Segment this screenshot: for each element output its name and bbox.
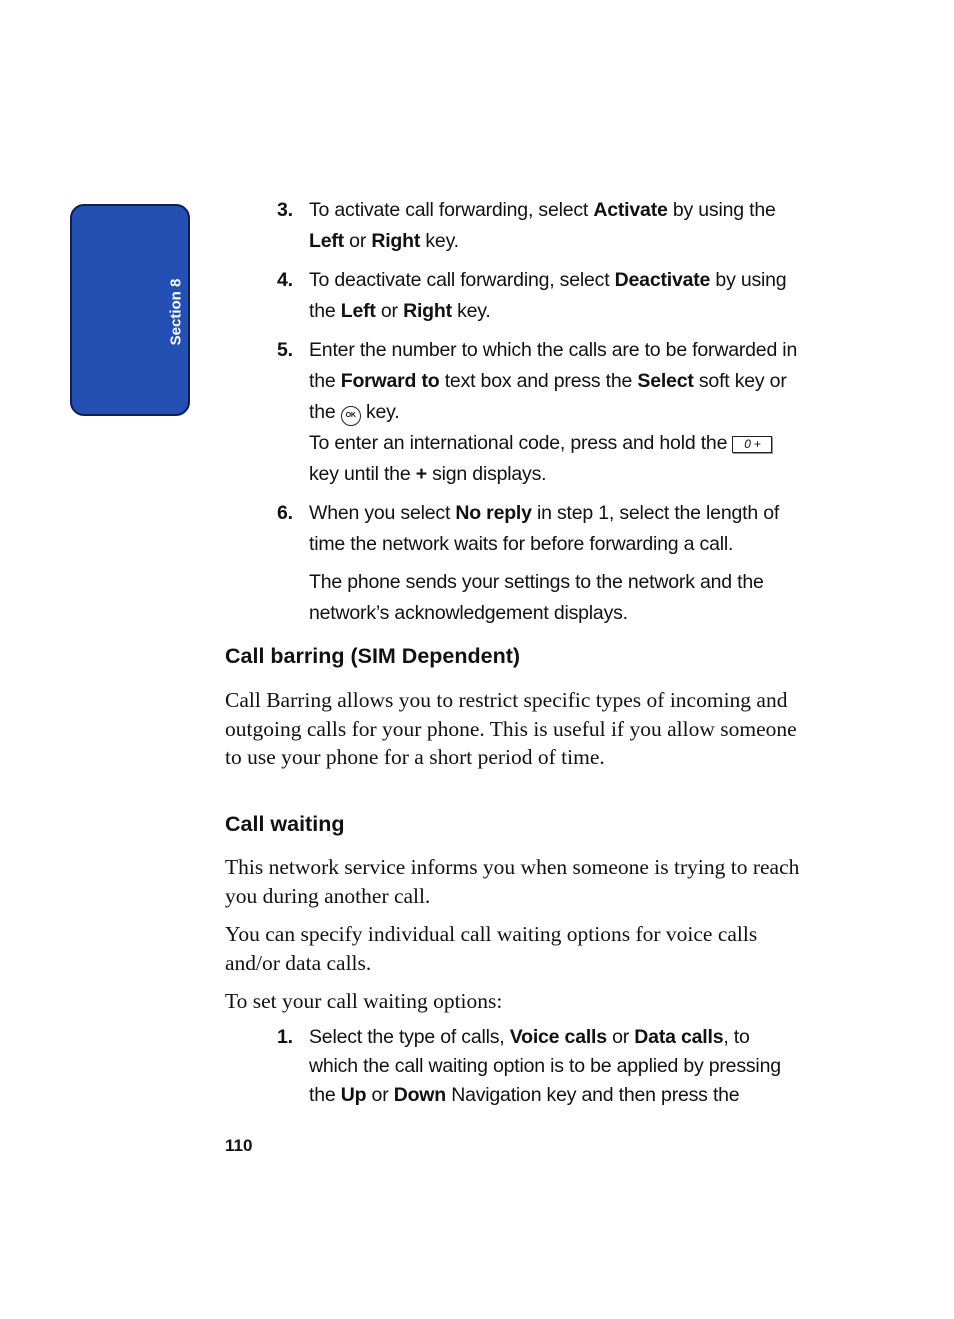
step-number: 5.: [277, 339, 293, 361]
page-number: 110: [225, 1136, 253, 1155]
step-item: [277, 265, 799, 327]
step-number: 4.: [277, 269, 293, 291]
zero-plus-key-icon: 0 +: [732, 436, 772, 453]
step-text: [309, 195, 799, 257]
text-run: To activate call forwarding, select: [309, 199, 594, 221]
text-run: key.: [420, 230, 459, 252]
call-waiting-intro: To set your call waiting options:: [225, 989, 503, 1013]
text-run: text box and press the: [439, 370, 638, 392]
text-run: key.: [451, 300, 491, 322]
step-number: 1.: [277, 1026, 293, 1048]
call-waiting-options-body: You can specify individual call waiting options for voice calls and/or data calls.: [225, 922, 758, 975]
bold-term: Right: [403, 300, 452, 322]
step-item: [277, 335, 799, 490]
ok-key-icon: OK: [341, 406, 361, 426]
step-number: 3.: [277, 199, 293, 221]
text-run: by using the: [309, 269, 787, 322]
text-run: To enter an international code, press and hold the: [309, 432, 733, 454]
bold-term: Left: [340, 300, 376, 322]
text-run: in step 1, select the length of time the network waits for before forwarding a call.: [309, 502, 780, 555]
step-item: [277, 195, 799, 257]
text-run: soft key or the: [309, 370, 787, 423]
bold-term: Forward to: [340, 370, 440, 392]
bold-term: +: [415, 463, 427, 485]
text-run: sign displays.: [426, 463, 547, 485]
text-run: by using the: [667, 199, 776, 221]
text-run: or: [375, 300, 404, 322]
bold-term: Voice calls: [509, 1026, 607, 1048]
bold-term: Left: [309, 230, 344, 252]
text-run: When you select: [309, 502, 456, 524]
text-run: or: [366, 1084, 394, 1106]
step-number: 6.: [277, 502, 293, 524]
text-run: Enter the number to which the calls are to be forwarded in the: [309, 339, 798, 392]
text-run: , to which the call waiting option is to be applied by pressing the: [309, 1026, 781, 1106]
step-text: [309, 498, 799, 560]
bold-term: Deactivate: [614, 269, 711, 291]
text-run: key until the: [309, 463, 416, 485]
call-waiting-heading: Call waiting: [225, 812, 345, 836]
text-run: Select the type of calls,: [309, 1026, 510, 1048]
section-tab-label: Section 8: [167, 278, 185, 346]
bold-term: Data calls: [634, 1026, 724, 1048]
bold-term: Right: [371, 230, 421, 252]
step-note: The phone sends your settings to the network and the network’s acknowledgement displays.: [309, 571, 764, 624]
step-text: [309, 265, 799, 327]
text-run: To deactivate call forwarding, select: [309, 269, 615, 291]
text-run: key.: [360, 401, 400, 423]
bold-term: No reply: [455, 502, 532, 524]
bold-term: Up: [340, 1084, 367, 1106]
call-waiting-body: This network service informs you when someone is trying to reach you during another call.: [225, 855, 800, 908]
bold-term: Down: [393, 1084, 446, 1106]
text-run: or: [343, 230, 372, 252]
call-barring-body: Call Barring allows you to restrict specific types of incoming and outgoing calls for your phone. This is useful if you allow someone to use your phone for a short period of time.: [225, 688, 797, 769]
step-text: [309, 335, 799, 490]
step-text: [309, 1023, 799, 1110]
step-item: [277, 498, 799, 560]
bold-term: Select: [637, 370, 694, 392]
call-barring-heading: Call barring (SIM Dependent): [225, 644, 521, 668]
bold-term: Activate: [593, 199, 668, 221]
step-item: [277, 1023, 799, 1110]
text-run: or: [606, 1026, 635, 1048]
text-run: Navigation key and then press the: [445, 1084, 740, 1106]
